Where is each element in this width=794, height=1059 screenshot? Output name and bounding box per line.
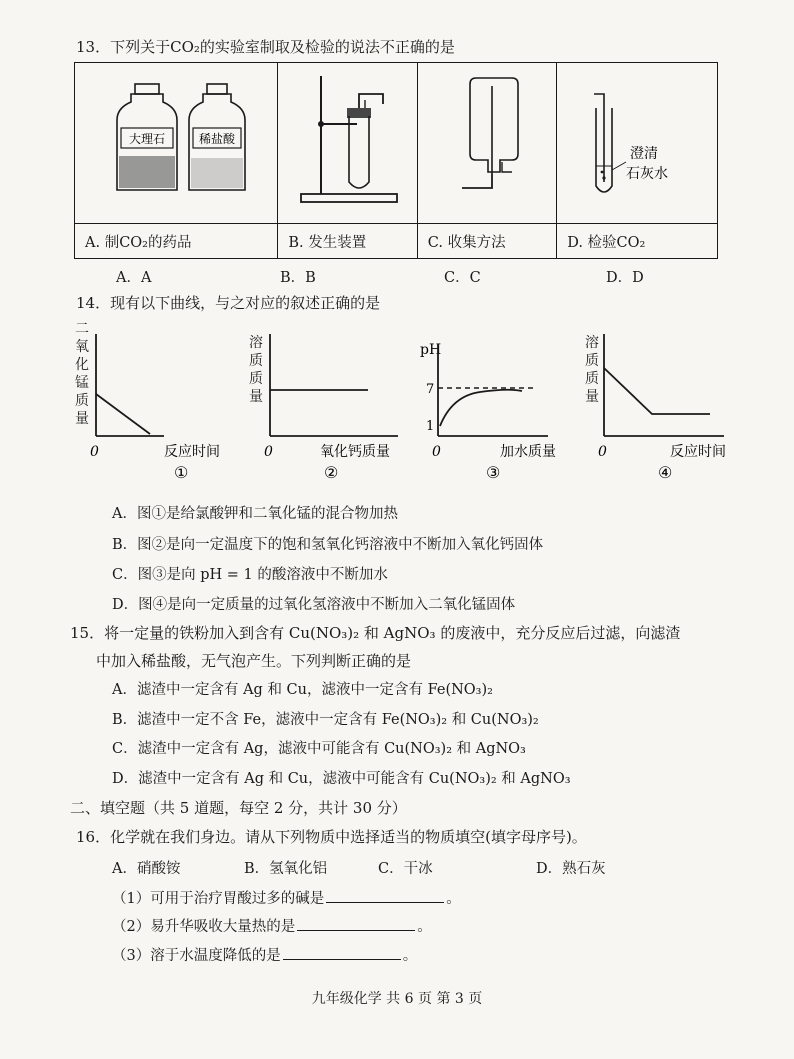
q13-stem: 13．下列关于CO₂的实验室制取及检验的说法不正确的是 <box>76 38 455 56</box>
chart2-ylabel: 溶质质量 <box>249 335 263 405</box>
chart3-number: ③ <box>486 463 501 482</box>
chart3-tick-7: 7 <box>426 382 435 397</box>
q13-cell-a-image <box>75 63 278 224</box>
limewater-label-1: 澄清 <box>630 146 659 162</box>
chart2-xlabel: 氧化钙质量 <box>320 444 390 460</box>
q15-option-c: C．滤渣中一定含有 Ag，滤液中可能含有 Cu(NO₃)₂ 和 AgNO₃ <box>112 741 526 757</box>
q15-option-d: D．滤渣中一定含有 Ag 和 Cu，滤液中可能含有 Cu(NO₃)₂ 和 AgNO₃ <box>112 771 571 787</box>
q16-option-c: C．干冰 <box>378 861 433 877</box>
chart1-curve <box>96 394 150 434</box>
chart3-xlabel: 加水质量 <box>500 444 556 460</box>
chart3-ylabel: pH <box>420 342 442 358</box>
q13-caption-c: C. 收集方法 <box>417 224 556 259</box>
q16-blank-3-text: （3）溶于水温度降低的是 <box>112 948 281 964</box>
q15-option-b: B．滤渣中一定不含 Fe，滤液中一定含有 Fe(NO₃)₂ 和 Cu(NO₃)₂ <box>112 712 539 728</box>
q16-blank-3-row <box>112 944 417 965</box>
q15-stem-line2: 中加入稀盐酸，无气泡产生。下列判断正确的是 <box>96 652 412 670</box>
q13-cell-c-image <box>417 63 556 224</box>
q13-option-c: C．C <box>444 270 481 286</box>
q16-period-1: 。 <box>446 891 461 907</box>
q16-option-a: A．硝酸铵 <box>112 861 181 877</box>
bottle2-label: 稀盐酸 <box>199 132 236 146</box>
section2-title: 二、填空题（共 5 道题，每空 2 分，共计 30 分） <box>70 799 407 817</box>
chart3 <box>418 336 588 482</box>
q15-option-a: A．滤渣中一定含有 Ag 和 Cu，滤液中一定含有 Fe(NO₃)₂ <box>112 682 493 698</box>
chart2-origin: 0 <box>264 444 273 460</box>
chart4-number: ④ <box>658 463 673 482</box>
q13-cell-d-image <box>557 63 718 224</box>
q15-stem-line1: 15．将一定量的铁粉加入到含有 Cu(NO₃)₂ 和 AgNO₃ 的废液中，充分反应后过滤，向滤渣 <box>70 624 681 642</box>
q16-blank-1-row <box>112 887 461 908</box>
chart1-number: ① <box>174 463 189 482</box>
chart1-ylabel: 二氧化锰质量 <box>75 321 89 427</box>
q16-blank-2-row <box>112 915 432 936</box>
q16-blank-1[interactable] <box>326 888 444 903</box>
q16-blank-2-text: （2）易升华吸收大量热的是 <box>112 919 296 935</box>
q13-cell-b-image <box>278 63 417 224</box>
chart4-xlabel: 反应时间 <box>670 444 726 460</box>
q16-option-d: D．熟石灰 <box>536 861 606 877</box>
q14-option-c: C．图③是向 pH = 1 的酸溶液中不断加水 <box>112 567 388 583</box>
chart4-origin: 0 <box>598 444 607 460</box>
q14-stem: 14．现有以下曲线，与之对应的叙述正确的是 <box>76 294 381 312</box>
page-footer: 九年级化学 共 6 页 第 3 页 <box>311 991 483 1007</box>
limewater-test-icon <box>562 66 712 216</box>
q14-option-d: D．图④是向一定质量的过氧化氢溶液中不断加入二氧化锰固体 <box>112 597 516 613</box>
gas-collection-icon <box>422 66 552 216</box>
q13-option-d: D．D <box>606 270 644 286</box>
chart3-curve <box>440 390 522 426</box>
q16-period-2: 。 <box>417 919 432 935</box>
q16-blank-1-text: （1）可用于治疗胃酸过多的碱是 <box>112 891 325 907</box>
chart4-curve <box>604 368 710 414</box>
q16-stem: 16．化学就在我们身边。请从下列物质中选择适当的物质填空(填字母序号)。 <box>76 828 587 846</box>
chart3-tick-1: 1 <box>426 419 435 434</box>
chart1-xlabel: 反应时间 <box>164 444 220 460</box>
reagent-bottles-icon <box>81 66 271 216</box>
q16-period-3: 。 <box>402 948 418 964</box>
q16-option-b: B．氢氧化铝 <box>244 861 328 877</box>
q16-blank-3[interactable] <box>283 945 401 960</box>
q13-option-b: B．B <box>280 270 316 286</box>
limewater-label-2: 石灰水 <box>626 166 669 182</box>
q13-caption-b: B. 发生装置 <box>278 224 417 259</box>
generator-apparatus-icon <box>283 66 413 216</box>
q13-option-a: A．A <box>116 270 152 286</box>
q14-option-b: B．图②是向一定温度下的饱和氢氧化钙溶液中不断加入氧化钙固体 <box>112 537 544 553</box>
q13-caption-a: A. 制CO₂的药品 <box>75 224 278 259</box>
chart2-number: ② <box>324 463 339 482</box>
chart2 <box>262 332 422 482</box>
chart1-origin: 0 <box>90 444 99 460</box>
q13-caption-d: D. 检验CO₂ <box>557 224 718 259</box>
chart3-origin: 0 <box>432 444 441 460</box>
q14-option-a: A．图①是给氯酸钾和二氧化锰的混合物加热 <box>112 506 398 522</box>
q16-blank-2[interactable] <box>297 916 415 931</box>
bottle1-label: 大理石 <box>129 132 166 146</box>
q13-apparatus-table <box>74 62 718 259</box>
chart4-ylabel: 溶质质量 <box>585 335 599 405</box>
chart4 <box>596 332 756 482</box>
chart1 <box>88 332 248 482</box>
